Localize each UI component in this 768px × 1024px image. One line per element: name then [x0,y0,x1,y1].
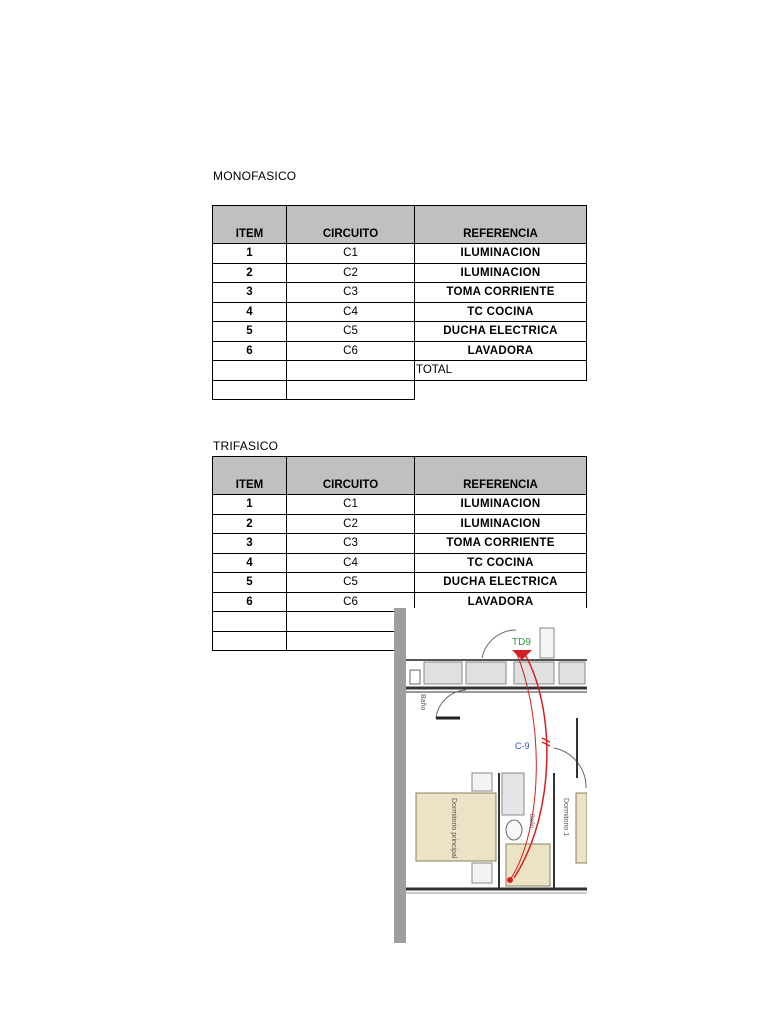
room-label: Baño [528,814,534,829]
table-row [213,495,587,515]
item-cell: 2 [213,514,287,534]
circuito-cell: C4 [287,302,415,322]
fixture [540,628,554,658]
referencia-cell: DUCHA ELECTRICA [415,573,587,593]
header-circuito: CIRCUITO [287,206,415,244]
item-cell: 1 [213,244,287,264]
table-row [213,514,587,534]
circuito-cell: C1 [287,495,415,515]
circuito-cell: C1 [287,244,415,264]
door-arc [482,630,516,658]
fixture [410,670,420,684]
referencia-cell: ILUMINACION [415,263,587,283]
circuito-cell: C3 [287,283,415,303]
table-header-row [213,206,587,244]
item-cell: 2 [213,263,287,283]
table-row [213,322,587,342]
item-cell: 5 [213,322,287,342]
referencia-cell: TC COCINA [415,553,587,573]
nightstand [472,863,492,883]
monofasico-table [212,205,587,400]
empty-cell [213,612,287,632]
table-row [213,380,587,400]
table-header-row [213,457,587,495]
toilet [506,820,522,840]
monofasico-title: MONOFASICO [213,169,297,183]
circuito-cell: C2 [287,514,415,534]
item-cell: 6 [213,341,287,361]
item-cell: 4 [213,302,287,322]
shower [502,773,524,815]
header-referencia: REFERENCIA [415,206,587,244]
circuito-cell: C4 [287,553,415,573]
item-cell: 1 [213,495,287,515]
door-arc [554,748,586,788]
referencia-cell: TOMA CORRIENTE [415,534,587,554]
trifasico-title: TRIFASICO [213,439,279,453]
referencia-cell: LAVADORA [415,592,587,612]
item-cell: 5 [213,573,287,593]
referencia-cell: DUCHA ELECTRICA [415,322,587,342]
total-row [213,361,587,381]
referencia-cell: ILUMINACION [415,514,587,534]
circuito-cell: C2 [287,263,415,283]
table-row [213,244,587,264]
total-label: TOTAL [415,361,587,381]
empty-cell [213,631,287,651]
table-row [213,283,587,303]
nightstand [472,773,492,791]
wall-left [394,608,406,943]
empty-cell [213,361,287,381]
room-label: Dormitorio 1 [562,798,569,837]
floor-plan-drawing [394,608,587,943]
bed-2 [576,793,587,863]
item-cell: 4 [213,553,287,573]
empty-cell [415,380,587,400]
circuito-cell: C3 [287,534,415,554]
referencia-cell: TOMA CORRIENTE [415,283,587,303]
item-cell: 3 [213,283,287,303]
circuit-label: C-9 [515,741,530,751]
item-cell: 6 [213,592,287,612]
referencia-cell: LAVADORA [415,341,587,361]
table-row [213,263,587,283]
counter [424,662,462,684]
room-label: Baño [419,694,426,711]
table-row [213,573,587,593]
table-row [213,534,587,554]
counter [559,662,585,684]
table-row [213,341,587,361]
item-cell: 3 [213,534,287,554]
header-item: ITEM [213,206,287,244]
circuito-cell: C5 [287,573,415,593]
empty-cell [287,361,415,381]
table-row [213,553,587,573]
empty-cell [287,380,415,400]
header-referencia: REFERENCIA [415,457,587,495]
outlet-symbol [507,877,513,883]
referencia-cell: TC COCINA [415,302,587,322]
referencia-cell: ILUMINACION [415,495,587,515]
floor-plan-image [394,608,587,943]
counter [466,662,506,684]
door-arc [436,690,466,718]
room-label: Dormitorio principal [450,798,457,859]
circuito-cell: C6 [287,341,415,361]
board-symbol [512,650,532,660]
table-row [213,302,587,322]
header-item: ITEM [213,457,287,495]
empty-cell [213,380,287,400]
referencia-cell: ILUMINACION [415,244,587,264]
board-label: TD9 [512,637,531,648]
circuito-cell: C6 [287,592,415,612]
circuito-cell: C5 [287,322,415,342]
header-circuito: CIRCUITO [287,457,415,495]
